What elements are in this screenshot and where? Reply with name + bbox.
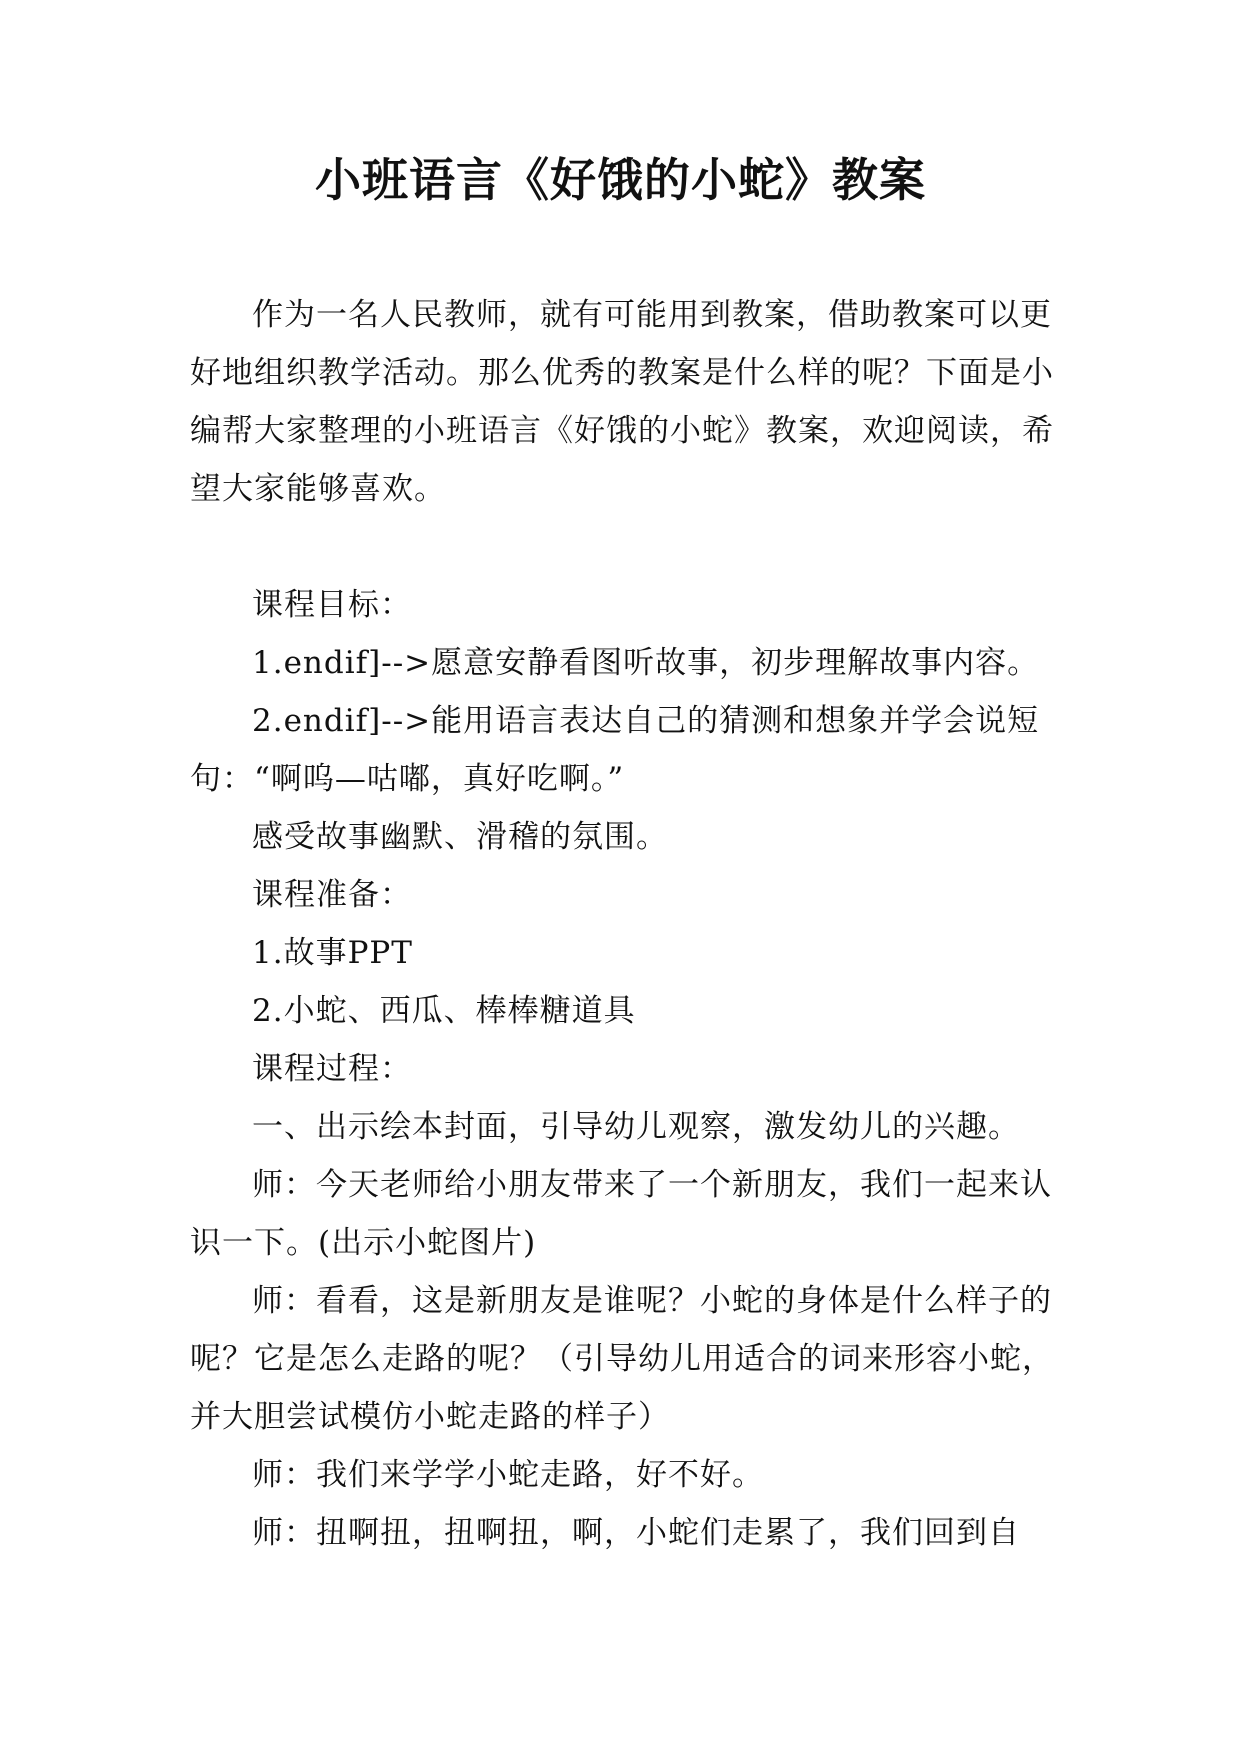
section-heading-process: 课程过程： bbox=[252, 1051, 412, 1087]
process-step-1: 一、出示绘本封面，引导幼儿观察，激发幼儿的兴趣。 bbox=[252, 1109, 1020, 1145]
document-title: 小班语言《好饿的小蛇》教案 bbox=[315, 153, 926, 207]
preparation-item-2: 2.小蛇、西瓜、棒棒糖道具 bbox=[252, 993, 636, 1029]
goal-item-2: 2.endif]-->能用语言表达自己的猜测和想象并学会说短句：“啊呜—咕嘟，真好吃啊。” bbox=[190, 703, 1040, 797]
section-heading-goals: 课程目标： bbox=[252, 587, 412, 623]
teacher-line-3: 师：我们来学学小蛇走路，好不好。 bbox=[252, 1457, 764, 1493]
preparation-item-1: 1.故事PPT bbox=[252, 935, 413, 971]
intro-paragraph: 作为一名人民教师，就有可能用到教案，借助教案可以更好地组织教学活动。那么优秀的教案是什么样的呢？下面是小编帮大家整理的小班语言《好饿的小蛇》教案，欢迎阅读，希望大家能够喜欢。 bbox=[190, 297, 1054, 507]
document-body bbox=[190, 286, 1060, 1562]
section-heading-preparation: 课程准备： bbox=[252, 877, 412, 913]
teacher-line-1: 师：今天老师给小朋友带来了一个新朋友，我们一起来认识一下。(出示小蛇图片) bbox=[190, 1167, 1052, 1261]
teacher-line-4: 师：扭啊扭，扭啊扭，啊，小蛇们走累了，我们回到自 bbox=[252, 1515, 1020, 1551]
goal-item-1: 1.endif]-->愿意安静看图听故事，初步理解故事内容。 bbox=[252, 645, 1040, 681]
goal-item-3: 感受故事幽默、滑稽的氛围。 bbox=[252, 819, 668, 855]
teacher-line-2: 师：看看，这是新朋友是谁呢？小蛇的身体是什么样子的呢？它是怎么走路的呢？（引导幼儿用适合的词来形容小蛇，并大胆尝试模仿小蛇走路的样子） bbox=[190, 1283, 1054, 1435]
